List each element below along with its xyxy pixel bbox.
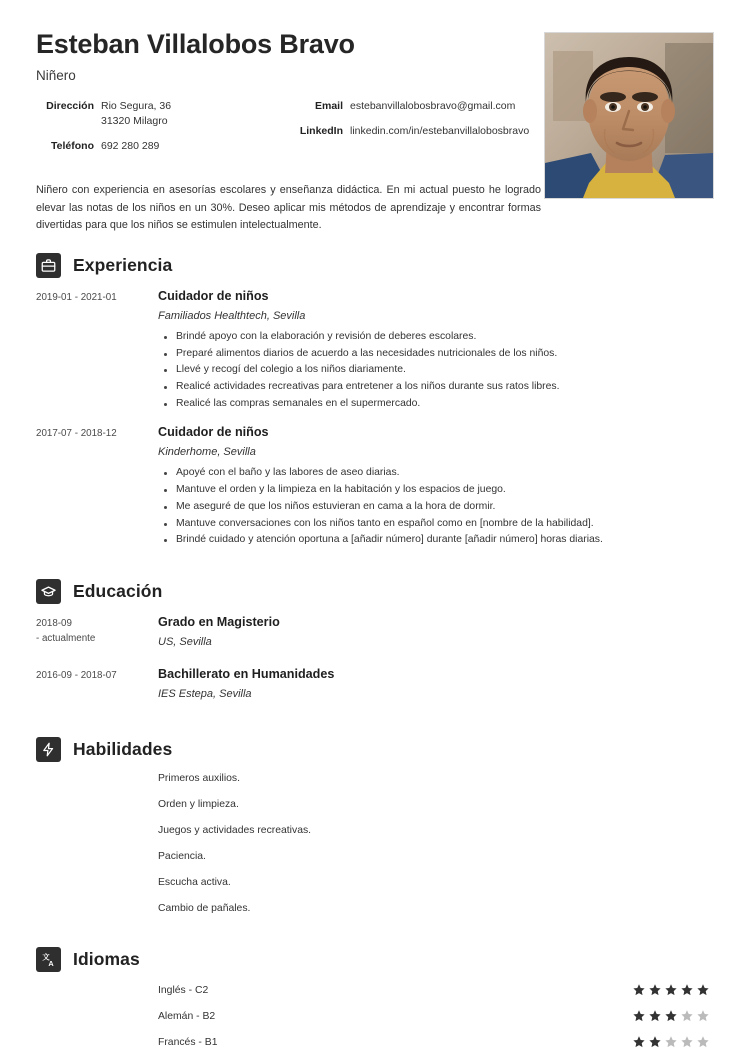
contact-address (36, 99, 291, 129)
address-line-2: 31320 Milagro (101, 114, 168, 127)
date-end: 2018-12 (80, 428, 117, 440)
status-badge (632, 983, 714, 997)
star-filled-icon (648, 1009, 662, 1023)
email-value[interactable]: estebanvillalobosbravo@gmail.com (350, 99, 516, 112)
entry-body (156, 667, 714, 707)
date-end: 2018-07 (80, 670, 117, 682)
section-title-education: Educación (73, 581, 163, 602)
star-filled-icon (648, 1035, 662, 1049)
list-item: Mantuve el orden y la limpieza en la habitación y los espacios de juego. (174, 482, 714, 499)
section-title-languages: Idiomas (73, 949, 140, 970)
date-start: 2016-09 (36, 670, 72, 682)
entry-dates (36, 289, 156, 413)
entry-organization: Kinderhome, Sevilla (158, 446, 256, 459)
linkedin-label: LinkedIn (299, 124, 343, 137)
skill-row (36, 877, 714, 888)
page-title: Esteban Villalobos Bravo (36, 29, 355, 59)
entry-dates (36, 615, 156, 655)
language-label: Francés - B1 (158, 1036, 218, 1048)
section-header-experience (36, 253, 714, 278)
job-title: Niñero (36, 67, 76, 83)
list-item: Brindé apoyo con la elaboración y revisión de deberes escolares. (174, 329, 714, 346)
list-item: Realicé las compras semanales en el supermercado. (174, 396, 714, 413)
experience-entry (36, 425, 714, 549)
date-start: 2019-01 (36, 291, 72, 303)
status-badge (632, 1009, 714, 1023)
date-start: 2017-07 (36, 428, 72, 440)
entry-degree: Bachillerato en Humanidades (158, 667, 335, 682)
contact-grid (36, 99, 541, 165)
section-header-skills (36, 737, 714, 762)
skill-row (36, 773, 714, 784)
entry-bullet-list (158, 329, 714, 413)
entry-organization: Familiados Healthtech, Sevilla (158, 309, 306, 322)
star-filled-icon (632, 1035, 646, 1049)
education-entry (36, 667, 714, 707)
entry-dates (36, 425, 156, 549)
star-filled-icon (632, 983, 646, 997)
avatar (544, 32, 714, 199)
date-separator: - (71, 291, 81, 303)
experience-entry (36, 289, 714, 413)
list-item: Llevé y recogí del colegio a los niños diariamente. (174, 362, 714, 379)
entry-degree: Grado en Magisterio (158, 615, 280, 630)
skill-label: Cambio de pañales. (158, 903, 251, 915)
date-end: - actualmente (36, 632, 96, 644)
skill-row (36, 799, 714, 810)
star-empty-icon (664, 1035, 678, 1049)
status-badge (632, 1035, 714, 1049)
section-header-languages (36, 947, 714, 972)
translate-glyph (41, 952, 57, 968)
list-item: Preparé alimentos diarios de acuerdo a las necesidades nutricionales de los niños. (174, 346, 714, 363)
entry-bullet-list (158, 465, 714, 549)
section-education (36, 561, 714, 707)
section-header-education (36, 579, 714, 604)
section-languages (36, 929, 714, 1049)
header-text-block (36, 30, 541, 164)
lightning-bolt-icon (36, 737, 61, 762)
skill-label: Paciencia. (158, 851, 206, 863)
contact-email (291, 99, 541, 114)
address-label: Dirección (46, 99, 94, 112)
date-separator: - (71, 428, 81, 440)
star-empty-icon (696, 1035, 710, 1049)
skill-label: Orden y limpieza. (158, 799, 239, 811)
language-label: Alemán - B2 (158, 1010, 216, 1022)
address-value (101, 99, 291, 129)
list-item: Apoyé con el baño y las labores de aseo diarias. (174, 465, 714, 482)
phone-value: 692 280 289 (101, 140, 160, 153)
contact-linkedin (291, 124, 541, 139)
date-start: 2018-09 (36, 618, 72, 630)
entry-institution: US, Sevilla (158, 636, 212, 649)
portrait-photo-illustration (545, 33, 713, 198)
skill-row (36, 851, 714, 862)
entry-role: Cuidador de niños (158, 425, 269, 440)
entry-dates (36, 667, 156, 707)
phone-label: Teléfono (51, 140, 94, 153)
star-empty-icon (680, 1009, 694, 1023)
star-filled-icon (648, 983, 662, 997)
briefcase-icon (36, 253, 61, 278)
entry-institution: IES Estepa, Sevilla (158, 688, 252, 701)
language-label: Inglés - C2 (158, 984, 209, 996)
entry-body (156, 425, 714, 549)
email-label: Email (314, 99, 343, 112)
entry-body (156, 615, 714, 655)
skill-label: Juegos y actividades recreativas. (158, 825, 312, 837)
education-entry (36, 615, 714, 655)
list-item: Mantuve conversaciones con los niños tanto en español como en [nombre de la habilidad]. (174, 516, 714, 533)
skill-row (36, 825, 714, 836)
section-experience (36, 235, 714, 549)
contact-column-left (36, 99, 291, 165)
star-empty-icon (696, 1009, 710, 1023)
section-title-experience: Experiencia (73, 254, 173, 275)
language-row (36, 1009, 714, 1023)
contact-column-right (291, 99, 541, 165)
entry-role: Cuidador de niños (158, 288, 269, 303)
skill-row (36, 903, 714, 914)
list-item: Realicé actividades recreativas para entretener a los niños durante sus ratos libres. (174, 379, 714, 396)
section-skills (36, 719, 714, 914)
svg-text:文: 文 (41, 952, 50, 962)
language-row (36, 1035, 714, 1049)
star-filled-icon (664, 983, 678, 997)
address-line-1: Rio Segura, 36 (101, 99, 172, 112)
list-item: Me aseguré de que los niños estuvieran en cama a la hora de dormir. (174, 499, 714, 516)
date-separator: - (71, 670, 81, 682)
translate-icon (36, 947, 61, 972)
star-filled-icon (632, 1009, 646, 1023)
graduation-cap-icon (36, 579, 61, 604)
contact-phone (36, 139, 291, 154)
star-empty-icon (680, 1035, 694, 1049)
skill-label: Escucha activa. (158, 877, 231, 889)
professional-summary: Niñero con experiencia en asesorías escolares y enseñanza didáctica. En mi actual puesto he logrado elevar las notas de los niños en un 30%. Deseo aplicar mis métodos de aprendizaje y encontrar formas divertidas para que los niños se estimulen intelectualmente. (36, 184, 541, 232)
date-end: 2021-01 (80, 291, 117, 303)
language-row (36, 983, 714, 997)
star-filled-icon (664, 1009, 678, 1023)
entry-body (156, 289, 714, 413)
list-item: Brindé cuidado y atención oportuna a [añadir número] durante [añadir número] horas diarias. (174, 532, 714, 549)
star-filled-icon (696, 983, 710, 997)
linkedin-value[interactable]: linkedin.com/in/estebanvillalobosbravo (350, 124, 530, 137)
section-title-skills: Habilidades (73, 739, 173, 760)
star-filled-icon (680, 983, 694, 997)
svg-text:A: A (47, 958, 54, 968)
skill-label: Primeros auxilios. (158, 773, 240, 785)
resume-header (0, 0, 750, 164)
